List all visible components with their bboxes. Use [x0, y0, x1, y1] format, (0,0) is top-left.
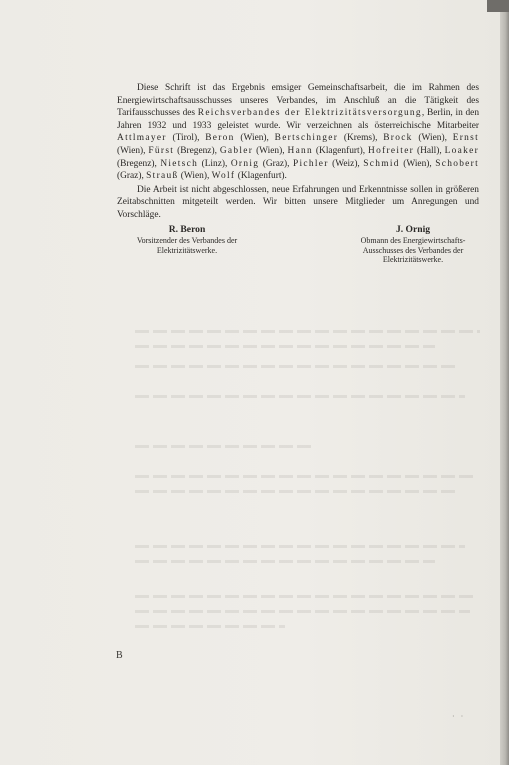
- contributor-name: Schobert: [435, 158, 479, 169]
- show-through-line: [135, 445, 315, 448]
- contributor-place: (Wien),: [178, 171, 212, 182]
- contributor-name: Hofreiter: [368, 145, 415, 156]
- contributor-name: Pichler: [293, 158, 329, 169]
- contributor-place: (Wien),: [117, 145, 149, 156]
- contributor-name: Brock: [383, 133, 413, 144]
- signature-right: [340, 224, 486, 265]
- signature-left-title-line-1: Vorsitzender des Verbandes der: [136, 236, 238, 245]
- paragraph-1: [117, 82, 479, 183]
- signature-left-title-line-2: Elektrizitätswerke.: [156, 245, 218, 255]
- paragraph-1-part-1: Diese Schrift ist das Ergebnis emsiger Gemeinschaftsarbeit, die im Rahmen des Energiewirtschaftsausschusses unseres Verbandes, im Anschluß an die Tätigkeit des Tarifausschusses des: [117, 83, 479, 119]
- org-name: Reichsverbandes der Elektrizitätsversorgung: [197, 108, 422, 119]
- show-through-line: [135, 625, 285, 628]
- contributor-place: (Klagenfurt),: [313, 145, 369, 156]
- contributor-place: (Graz),: [259, 158, 294, 169]
- show-through-line: [135, 610, 470, 613]
- contributor-place: (Graz),: [117, 171, 147, 182]
- contributor-name: Ernst: [452, 133, 479, 144]
- contributor-name: Schmid: [363, 158, 400, 169]
- signature-right-title-line-1: Obmann des Energiewirtschafts-: [360, 236, 466, 245]
- contributor-place: (Krems),: [338, 133, 384, 144]
- signature-right-title-line-3: Elektrizitätswerke.: [382, 255, 444, 265]
- contributor-name: Gabler: [219, 145, 254, 156]
- contributors-list: [117, 133, 479, 181]
- contributor-place: (Bregenz),: [117, 158, 161, 169]
- signature-right-title-line-2: Ausschusses des Verbandes der: [362, 245, 464, 255]
- signature-left: [112, 224, 262, 255]
- contributor-name: Fürst: [148, 145, 175, 156]
- page-corner-dark: [487, 0, 509, 12]
- contributor-place: (Bregenz),: [174, 145, 220, 156]
- contributor-place: (Klagenfurt).: [235, 171, 287, 182]
- preface-text: [117, 82, 479, 222]
- signature-left-name: R. Beron: [168, 224, 206, 235]
- contributor-name: Loaker: [444, 145, 479, 156]
- show-through-line: [135, 545, 465, 548]
- contributor-name: Hann: [287, 145, 314, 156]
- contributor-name: Ornig: [230, 158, 260, 169]
- contributor-place: (Wien),: [399, 158, 436, 169]
- show-through-line: [135, 490, 455, 493]
- paragraph-1-part-2: , Berlin, in den Jahren 1932 und 1933 geleistet wurde. Wir verzeichnen als österreichische Mitarbeiter: [117, 108, 480, 131]
- show-through-line: [135, 560, 435, 563]
- contributor-place: (Wien),: [234, 133, 275, 144]
- show-through-line: [135, 365, 455, 368]
- page-edge-shadow: [500, 0, 509, 765]
- show-through-line: [135, 395, 465, 398]
- contributor-place: (Tirol),: [166, 133, 206, 144]
- paragraph-2: Die Arbeit ist nicht abgeschlossen, neue Erfahrungen und Erkenntnisse sollen in größeren Zeitabschnitten mitgeteilt werden. Wir bitten unsere Mitglieder um Anregungen und Vorschläge.: [117, 184, 479, 220]
- contributor-name: Strauß: [146, 171, 179, 182]
- contributor-place: (Linz),: [198, 158, 231, 169]
- show-through-line: [135, 475, 475, 478]
- show-through-line: [135, 330, 480, 333]
- contributor-name: Wolf: [211, 171, 236, 182]
- contributor-place: (Hall),: [414, 145, 445, 156]
- show-through-line: [135, 595, 475, 598]
- contributor-name: Nietsch: [160, 158, 199, 169]
- paper-speck-marks: · ·: [452, 712, 466, 721]
- show-through-line: [135, 345, 435, 348]
- contributor-name: Bertschinger: [274, 133, 339, 144]
- contributor-place: (Wien),: [412, 133, 453, 144]
- signature-right-name: J. Ornig: [395, 224, 431, 235]
- contributor-place: (Wien),: [253, 145, 288, 156]
- contributor-name: Attlmayer: [117, 133, 167, 144]
- contributor-place: (Weiz),: [328, 158, 364, 169]
- page-letter: B: [116, 650, 123, 661]
- contributor-name: Beron: [205, 133, 235, 144]
